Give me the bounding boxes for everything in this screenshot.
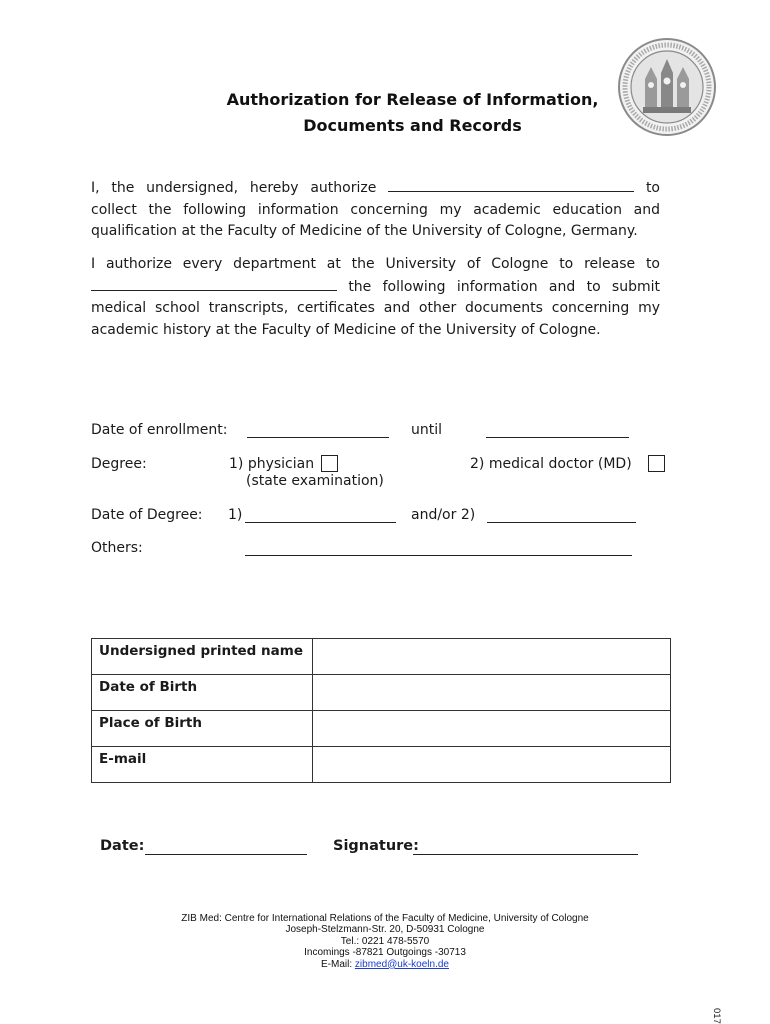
para2-pre: I authorize every department at the University of Cologne to release to	[91, 256, 660, 272]
footer-line-3: Tel.: 0221 478-5570	[340, 935, 430, 947]
date-blank[interactable]	[145, 840, 307, 855]
para1-rest: collect the following information concerning my academic education and qualification at the Faculty of Medicine of the University of Cologne, Germany.	[91, 201, 660, 239]
date-label: Date:	[100, 838, 145, 854]
authorization-paragraph-1	[91, 177, 660, 243]
table-label: Undersigned printed name	[92, 639, 313, 675]
others-label: Others:	[91, 540, 143, 556]
table-label: E-mail	[92, 747, 313, 783]
signature-label: Signature:	[333, 838, 419, 854]
table-label: Place of Birth	[92, 711, 313, 747]
date-of-birth-field[interactable]	[313, 675, 671, 711]
para1-post: to	[645, 180, 660, 196]
until-label: until	[411, 422, 443, 438]
physician-checkbox[interactable]	[321, 455, 338, 472]
md-checkbox[interactable]	[648, 455, 665, 472]
date-of-degree-1-label: 1)	[228, 507, 243, 523]
date-of-degree-2-blank[interactable]	[487, 508, 636, 523]
table-row	[92, 675, 671, 711]
enrollment-until-blank[interactable]	[486, 423, 629, 438]
date-of-degree-label: Date of Degree:	[91, 507, 203, 523]
authorized-party-blank[interactable]	[388, 177, 634, 192]
physician-label: 1) physician	[229, 456, 315, 472]
authorization-paragraph-2	[91, 254, 660, 341]
footer-line-2: Joseph-Stelzmann-Str. 20, D-50931 Cologne	[285, 924, 485, 936]
email-field[interactable]	[313, 747, 671, 783]
title-line-2: Documents and Records	[303, 116, 522, 135]
page-title	[0, 87, 770, 139]
page-number: 017	[711, 1008, 722, 1024]
others-blank[interactable]	[245, 541, 632, 556]
table-row	[92, 639, 671, 675]
footer-line-4: Incomings -87821 Outgoings -30713	[304, 947, 466, 959]
personal-info-table	[91, 638, 671, 783]
enrollment-from-blank[interactable]	[247, 423, 389, 438]
printed-name-field[interactable]	[313, 639, 671, 675]
footer-email-line	[0, 959, 770, 970]
table-label: Date of Birth	[92, 675, 313, 711]
para1-pre: I, the undersigned, hereby authorize	[91, 180, 377, 196]
signature-blank[interactable]	[413, 840, 638, 855]
footer	[0, 913, 770, 970]
state-exam-label: (state examination)	[246, 473, 384, 489]
footer-line-1: ZIB Med: Centre for International Relations of the Faculty of Medicine, University of Cologne	[181, 913, 589, 924]
date-of-degree-andor-label: and/or 2)	[411, 507, 476, 523]
enrollment-label: Date of enrollment:	[91, 422, 228, 438]
md-label: 2) medical doctor (MD)	[470, 456, 632, 472]
para2-post: the following information and to submit medical school transcripts, certificates and other documents concerning my academic history at the Faculty of Medicine of the University of Cologne.	[91, 278, 660, 338]
footer-email-link[interactable]: zibmed@uk-koeln.de	[354, 958, 449, 970]
place-of-birth-field[interactable]	[313, 711, 671, 747]
table-row	[92, 747, 671, 783]
footer-email-prefix: E-Mail:	[321, 958, 353, 970]
recipient-blank[interactable]	[91, 276, 337, 291]
degree-label: Degree:	[91, 456, 147, 472]
title-line-1: Authorization for Release of Information,	[226, 90, 599, 109]
table-row	[92, 711, 671, 747]
date-of-degree-1-blank[interactable]	[245, 508, 396, 523]
